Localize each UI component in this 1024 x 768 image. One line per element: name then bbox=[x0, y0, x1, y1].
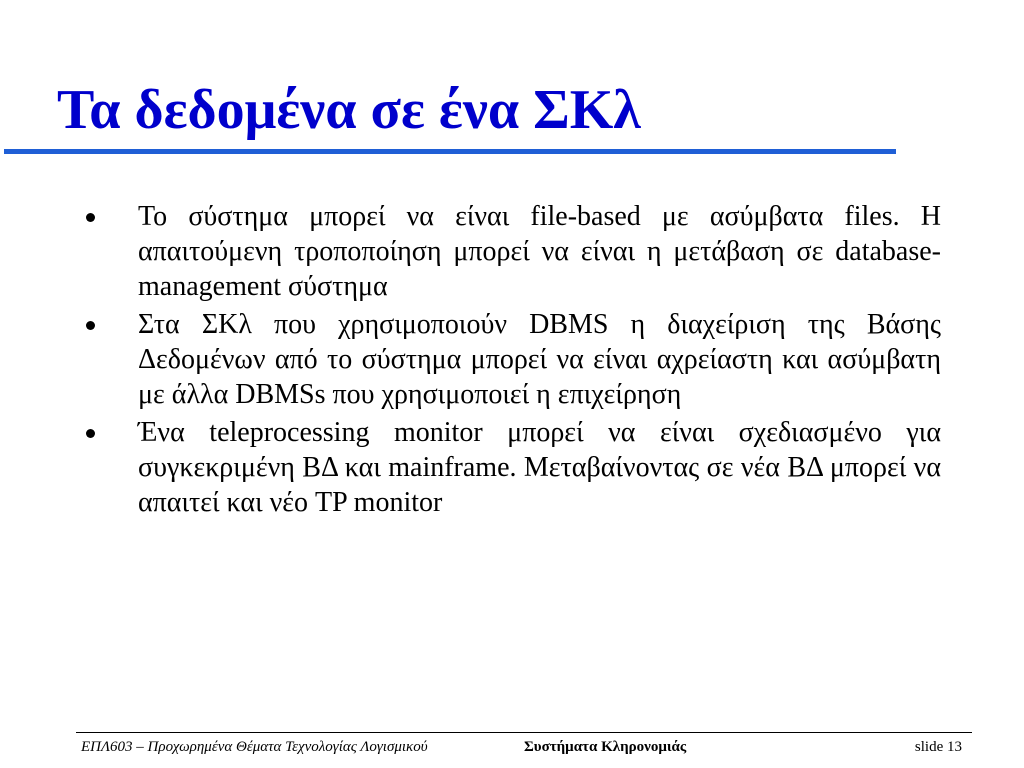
bullet-item bbox=[0, 199, 941, 304]
bullet-list bbox=[0, 199, 1024, 520]
bullet-dot-icon bbox=[86, 321, 95, 330]
bullet-text: Το σύστημα μπορεί να είναι file-based με ασύμβατα files. Η απαιτούμενη τροποποίηση μπορεί να είναι η μετάβαση σε database-management σύστημα bbox=[138, 201, 941, 302]
bullet-item bbox=[0, 415, 941, 520]
bullet-dot-icon bbox=[86, 429, 95, 438]
bullet-text: Ένα teleprocessing monitor μπορεί να είναι σχεδιασμένο για συγκεκριμένη ΒΔ και mainframe. Μεταβαίνοντας σε νέα ΒΔ μπορεί να απαιτεί και νέο TP monitor bbox=[138, 417, 941, 518]
footer-section-title: Συστήματα Κληρονομιάς bbox=[524, 739, 687, 755]
footer-divider bbox=[76, 732, 972, 733]
slide-title: Τα δεδομένα σε ένα ΣΚλ bbox=[57, 79, 641, 141]
bullet-item bbox=[0, 307, 941, 412]
bullet-dot-icon bbox=[86, 213, 95, 222]
title-underline bbox=[4, 149, 896, 154]
footer-course-title: ΕΠΛ603 – Προχωρημένα Θέματα Τεχνολογίας Λογισμικού bbox=[81, 739, 428, 755]
bullet-text: Στα ΣΚλ που χρησιμοποιούν DBMS η διαχείριση της Βάσης Δεδομένων από το σύστημα μπορεί να είναι αχρείαστη και ασύμβατη με άλλα DBMSs που χρησιμοποιεί η επιχείρηση bbox=[138, 309, 941, 410]
footer-slide-number: slide 13 bbox=[914, 739, 962, 755]
